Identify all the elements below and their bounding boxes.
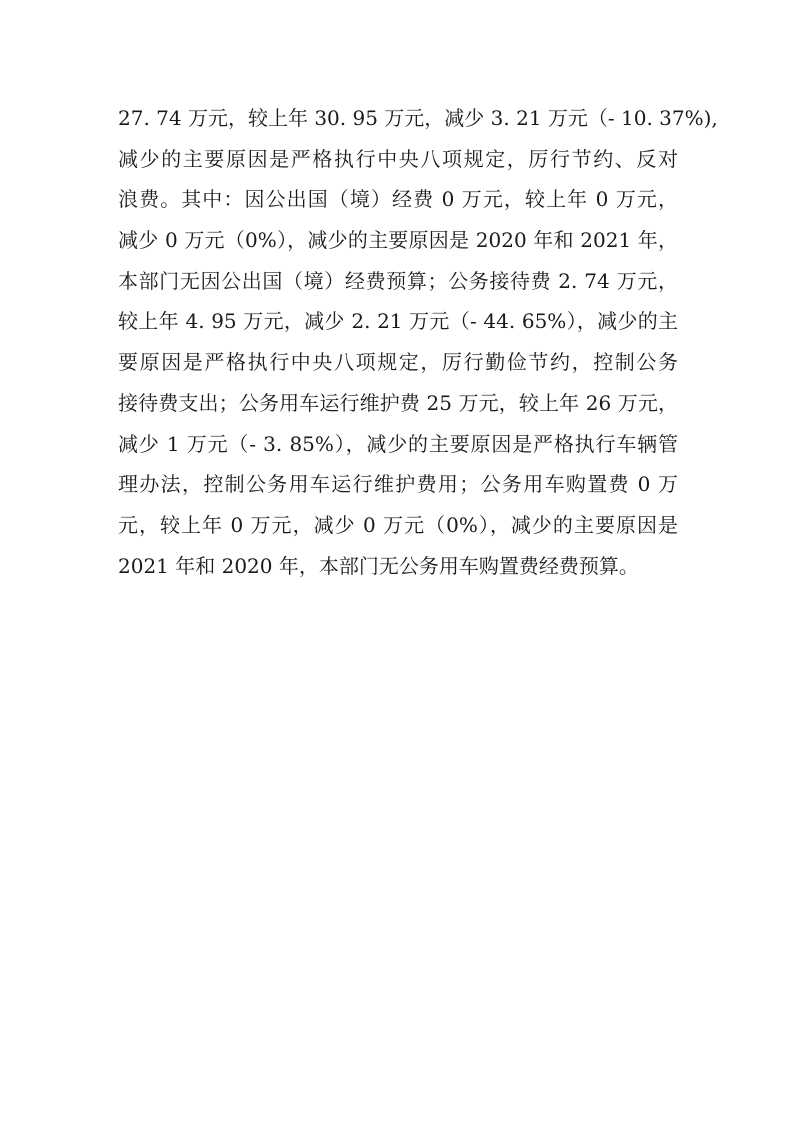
text-line: 减少 0 万元（0%），减少的主要原因是 2020 年和 2021 年，: [118, 228, 678, 253]
text-line: 本部门无因公出国（境）经费预算；公务接待费 2. 74 万元，: [118, 268, 678, 293]
text-line: 减少的主要原因是严格执行中央八项规定，厉行节约、反对: [118, 146, 678, 171]
text-line: 减少 1 万元（- 3. 85%），减少的主要原因是严格执行车辆管: [118, 431, 678, 456]
text-line: 浪费。其中：因公出国（境）经费 0 万元，较上年 0 万元，: [118, 187, 678, 212]
text-line: 理办法，控制公务用车运行维护费用；公务用车购置费 0 万: [118, 472, 678, 497]
text-line: 较上年 4. 95 万元，减少 2. 21 万元（- 44. 65%），减少的主: [118, 309, 678, 334]
body-paragraph: [118, 98, 718, 586]
text-line: 元，较上年 0 万元，减少 0 万元（0%），减少的主要原因是: [118, 512, 678, 537]
text-line: 2021 年和 2020 年，本部门无公务用车购置费经费预算。: [118, 553, 639, 578]
text-line: 接待费支出；公务用车运行维护费 25 万元，较上年 26 万元，: [118, 390, 678, 415]
text-line: 27. 74 万元，较上年 30. 95 万元，减少 3. 21 万元（- 10. 37%),: [118, 106, 718, 130]
text-line: 要原因是严格执行中央八项规定，厉行勤俭节约，控制公务: [118, 350, 678, 375]
